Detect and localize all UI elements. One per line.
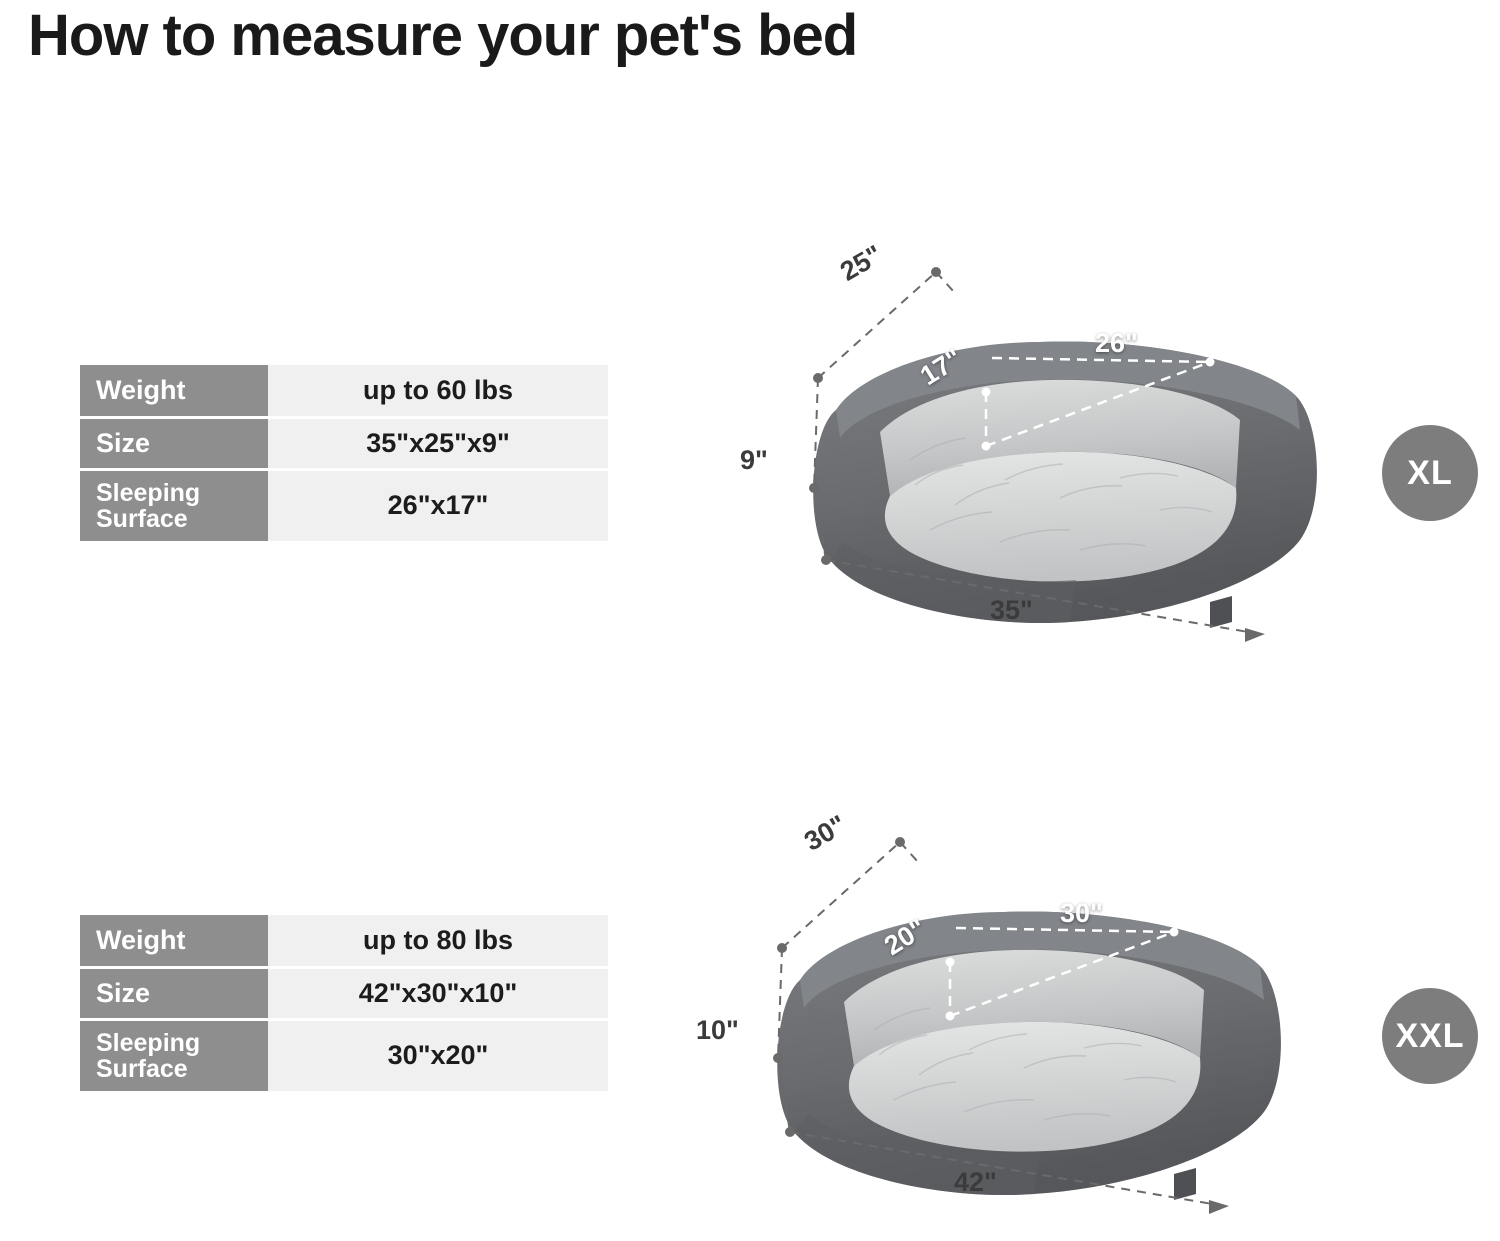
dimension-arrow <box>1245 628 1265 642</box>
dim-depth-xxl: 30" <box>799 809 852 857</box>
bed-drawing-xxl <box>700 790 1320 1220</box>
dim-inner-depth-xxl: 20" <box>879 913 932 962</box>
bed-drawing-xl <box>740 230 1360 650</box>
spec-value-sleeping-surface: 30"x20" <box>268 1019 608 1091</box>
dim-inner-depth-xl: 17" <box>915 343 968 392</box>
spec-value-weight: up to 80 lbs <box>268 915 608 967</box>
spec-label-weight: Weight <box>80 365 268 417</box>
dimension-arrow <box>1209 1200 1229 1214</box>
spec-value-weight: up to 60 lbs <box>268 365 608 417</box>
spec-label-sleeping-surface <box>80 1019 268 1091</box>
spec-label-size: Size <box>80 417 268 469</box>
bed-foot <box>1210 596 1232 628</box>
size-badge-xl: XL <box>1382 425 1478 521</box>
table-row <box>80 915 608 967</box>
spec-label-weight: Weight <box>80 915 268 967</box>
spec-label-sleeping-surface <box>80 469 268 541</box>
dim-height-xxl: 10" <box>696 1015 739 1045</box>
table-row <box>80 365 608 417</box>
dim-inner-width-xxl: 30" <box>1060 898 1103 928</box>
table-row <box>80 417 608 469</box>
dim-width-xl: 35" <box>990 595 1033 625</box>
bed-foot <box>1174 1168 1196 1200</box>
spec-label-line2: Surface <box>96 504 188 533</box>
spec-label-line1: Sleeping <box>96 478 201 507</box>
dim-height-xl: 9" <box>740 445 768 475</box>
spec-label-line2: Surface <box>96 1054 188 1083</box>
dim-width-xxl: 42" <box>954 1167 997 1197</box>
spec-value-sleeping-surface: 26"x17" <box>268 469 608 541</box>
page-title: How to measure your pet's bed <box>28 3 858 68</box>
table-row <box>80 1019 608 1091</box>
spec-label-line1: Sleeping <box>96 1028 201 1057</box>
dim-depth-xl: 25" <box>835 239 888 287</box>
spec-label-size: Size <box>80 967 268 1019</box>
bed-illustration-xl <box>740 230 1360 650</box>
size-badge-xxl: XXL <box>1382 988 1478 1084</box>
table-row <box>80 469 608 541</box>
spec-table-xxl <box>80 915 608 1091</box>
spec-table-xl <box>80 365 608 541</box>
bed-illustration-xxl <box>696 790 1320 1220</box>
spec-value-size: 42"x30"x10" <box>268 967 608 1019</box>
table-row <box>80 967 608 1019</box>
dim-inner-width-xl: 26" <box>1095 328 1138 358</box>
spec-value-size: 35"x25"x9" <box>268 417 608 469</box>
